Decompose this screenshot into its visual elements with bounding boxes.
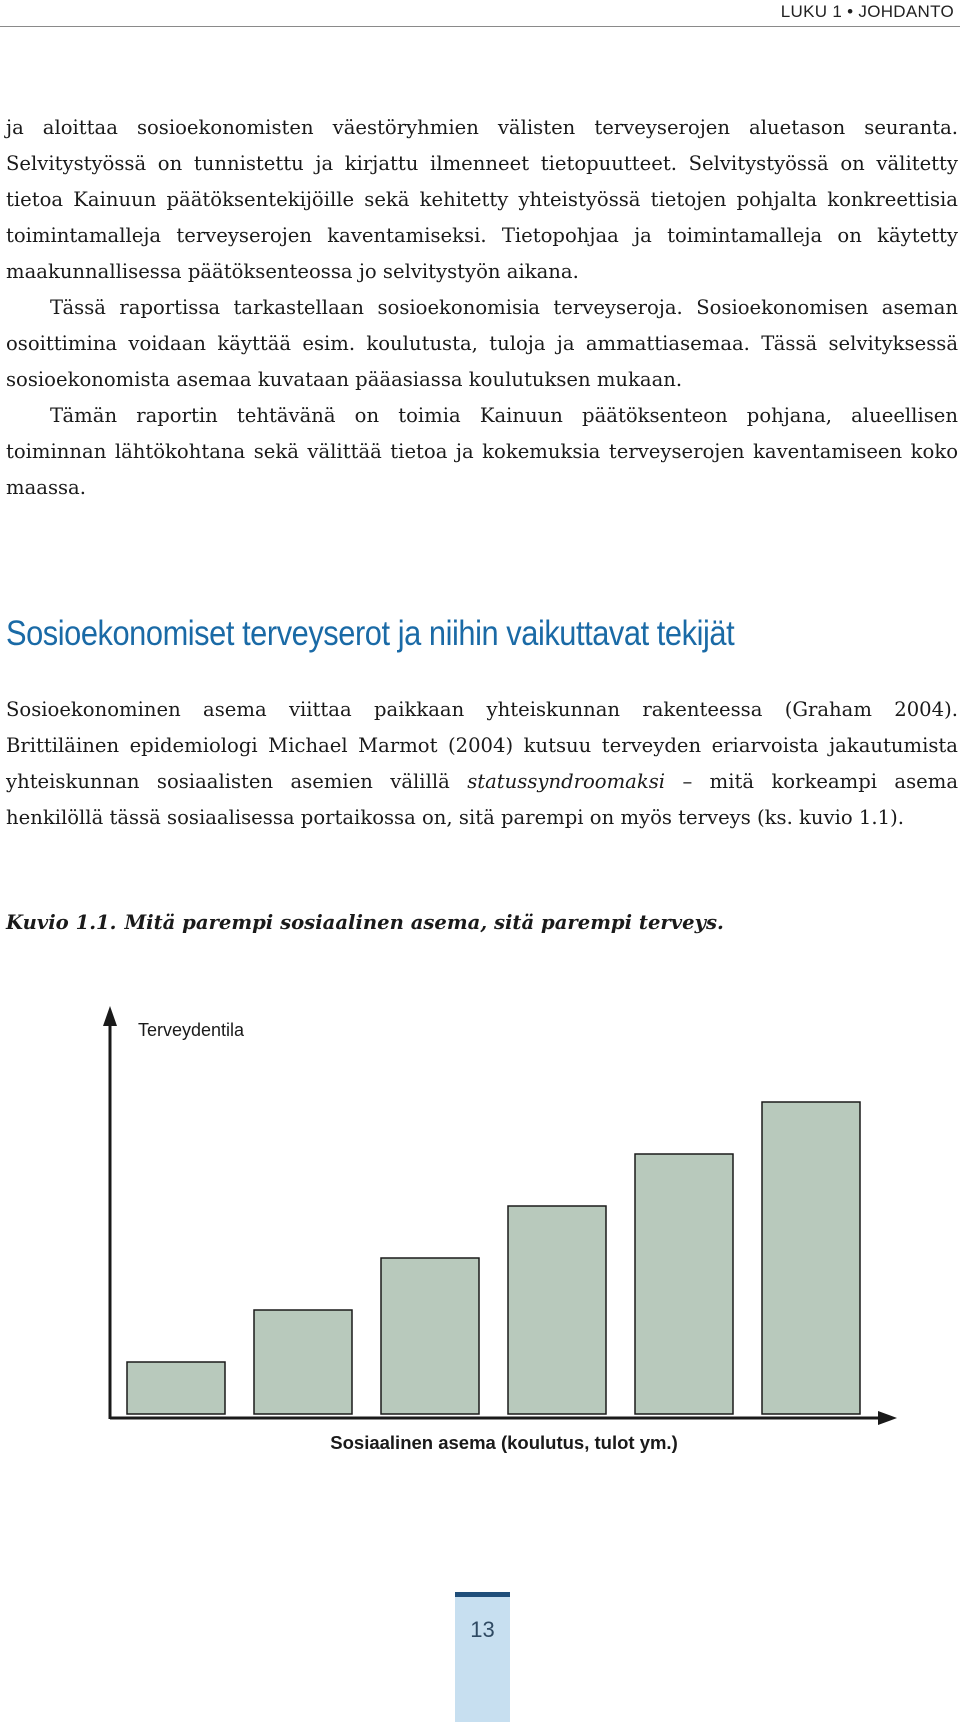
running-head-text: LUKU 1 • JOHDANTO — [780, 2, 954, 21]
bar-2 — [254, 1310, 352, 1414]
page-number-tab — [455, 1592, 510, 1722]
x-axis-label: Sosiaalinen asema (koulutus, tulot ym.) — [330, 1432, 678, 1453]
paragraph-4-text-end: – mitä korkeampi asema henkilöllä tässä sosiaalisessa portaikossa on, sitä parempi on myös terveys (ks. kuvio 1.1). — [6, 770, 958, 829]
paragraph-4 — [6, 692, 958, 836]
bar-3 — [381, 1258, 479, 1414]
paragraph-2: Tässä raportissa tarkastellaan sosioekonomisia terveyseroja. Sosioekonomisen aseman osoittimina voidaan käyttää esim. koulutusta, tuloja ja ammattiasemaa. Tässä selvityksessä sosioekonomista asemaa kuvataan pääasiassa koulutuksen mukaan. — [6, 296, 958, 391]
running-header — [0, 0, 960, 27]
figure-caption-label: Kuvio 1.1. — [6, 911, 117, 934]
figure-bar-chart — [0, 990, 960, 1470]
figure-caption-text: Mitä parempi sosiaalinen asema, sitä parempi terveys. — [124, 911, 724, 934]
paragraph-4-italic-term: statussyndroomaksi — [467, 770, 666, 793]
y-axis-label: Terveydentila — [138, 1020, 245, 1040]
x-axis-arrowhead — [878, 1411, 897, 1425]
section-heading: Sosioekonomiset terveyserot ja niihin vaikuttavat tekijät — [6, 614, 735, 653]
page-number: 13 — [470, 1617, 495, 1642]
y-axis-arrowhead — [103, 1006, 117, 1026]
section-text-block — [6, 692, 958, 836]
figure-caption — [6, 911, 732, 934]
paragraph-4-text: Sosioekonominen asema viittaa paikkaan yhteiskunnan rakenteessa (Graham 2004). Brittiläinen epidemiologi Michael Marmot (2004) kutsuu terveyden eriarvoista jakautumista yhteiskunnan sosiaalisten asemien välillä — [6, 698, 958, 793]
bar-4 — [508, 1206, 606, 1414]
intro-text-block — [6, 110, 958, 506]
bar-1 — [127, 1362, 225, 1414]
bar-6 — [762, 1102, 860, 1414]
bar-group — [127, 1102, 860, 1414]
paragraph-3: Tämän raportin tehtävänä on toimia Kainuun päätöksenteon pohjana, alueellisen toiminnan lähtökohtana sekä välittää tietoa ja kokemuksia terveyserojen kaventamiseen koko maassa. — [6, 404, 958, 499]
bar-5 — [635, 1154, 733, 1414]
paragraph-1: ja aloittaa sosioekonomisten väestöryhmien välisten terveyserojen aluetason seuranta. Selvitystyössä on tunnistettu ja kirjattu ilmenneet tietopuutteet. Selvitystyössä on välitetty tietoa Kainuun päätöksentekijöille sekä kehitetty yhteistyössä tietojen pohjalta konkreettisia toimintamalleja terveyserojen kaventamiseksi. Tietopohjaa ja toimintamalleja on käytetty maakunnallisessa päätöksenteossa jo selvitystyön aikana. — [6, 116, 958, 283]
